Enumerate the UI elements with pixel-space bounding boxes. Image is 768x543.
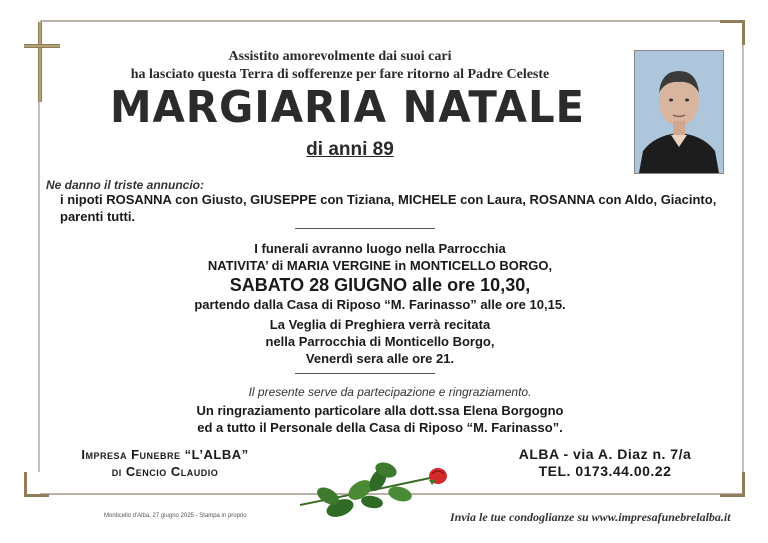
thanks-line-2: ed a tutto il Personale della Casa di Riposo “M. Farinasso”.: [197, 420, 563, 435]
funeral-line-1: I funerali avranno luogo nella Parrocchia: [254, 241, 506, 256]
vigil-info: [120, 316, 640, 367]
funeral-info: [120, 240, 640, 313]
cross-horizontal-bar: [24, 44, 60, 48]
intro-line-2: ha lasciato questa Terra di sofferenze per fare ritorno al Padre Celeste: [130, 67, 550, 82]
corner-ornament-bottom-right: [720, 472, 745, 497]
rose-icon: [290, 450, 460, 525]
company-owner: di Cencio Claudio: [111, 464, 219, 479]
company-contact-block: [500, 446, 710, 480]
print-info: Monticello d'Alba, 27 giugno 2025 - Stampa in proprio: [104, 513, 247, 519]
frame-top-border: [40, 20, 742, 22]
deceased-name: MARGIARIA NATALE: [109, 82, 586, 133]
divider-1: [295, 228, 435, 229]
cross-vertical-bar: [38, 22, 42, 102]
vigil-line-1: La Veglia di Preghiera verrà recitata: [269, 317, 491, 332]
intro-text: [60, 48, 620, 84]
divider-2: [295, 373, 435, 374]
company-address: ALBA - via A. Diaz n. 7/a: [518, 446, 692, 462]
thanks-line-1: Un ringraziamento particolare alla dott.ssa Elena Borgogno: [196, 403, 564, 418]
intro-line-1: Assistito amorevolmente dai suoi cari: [228, 49, 452, 64]
frame-left-border: [38, 102, 40, 472]
company-phone: TEL. 0173.44.00.22: [538, 463, 672, 479]
condolence-website: Invia le tue condoglianze su www.impresafunebrelalba.it: [450, 510, 731, 524]
vigil-line-2: nella Parrocchia di Monticello Borgo,: [265, 334, 495, 349]
deceased-age: di anni 89: [306, 139, 394, 160]
company-name-block: [60, 446, 270, 480]
portrait-photo: [634, 50, 724, 174]
funeral-line-2: NATIVITA’ di MARIA VERGINE in MONTICELLO BORGO,: [207, 258, 553, 273]
vigil-line-3: Venerdì sera alle ore 21.: [305, 351, 455, 366]
corner-ornament-bottom-left: [24, 472, 49, 497]
corner-ornament-top-right: [720, 20, 745, 45]
participation-note: Il presente serve da partecipazione e ringraziamento.: [248, 385, 532, 399]
funeral-date: SABATO 28 GIUGNO alle ore 10,30,: [229, 275, 531, 295]
announcement-text: i nipoti ROSANNA con Giusto, GIUSEPPE con Tiziana, MICHELE con Laura, ROSANNA con Aldo, Giacinto, parenti tutti.: [60, 192, 717, 224]
thanks-text: [120, 402, 640, 436]
funeral-line-4: partendo dalla Casa di Riposo “M. Farinasso” alle ore 10,15.: [194, 297, 566, 312]
frame-right-border: [742, 20, 744, 495]
announcement-label: Ne danno il triste annuncio:: [46, 178, 205, 192]
company-name: Impresa Funebre “L’ALBA”: [81, 447, 249, 462]
portrait-illustration: [635, 51, 723, 173]
